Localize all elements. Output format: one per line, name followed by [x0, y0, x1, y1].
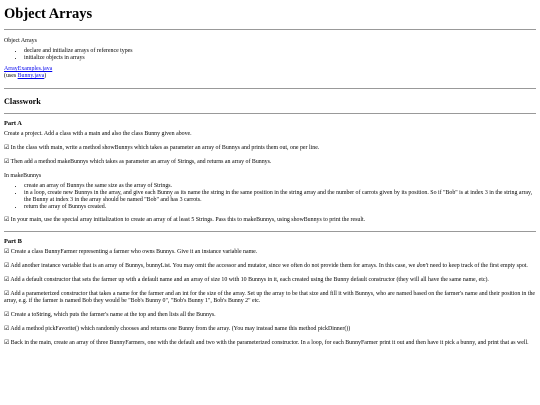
intro-bullet: • declare and initialize arrays of reference types — [24, 48, 536, 55]
part-b-task — [4, 277, 536, 284]
bunny-java-link[interactable]: Bunny.java — [17, 73, 45, 79]
divider — [4, 29, 536, 30]
make-bunnys-steps — [4, 183, 536, 211]
part-b-task — [4, 249, 536, 256]
checkbox-icon: ☑ — [4, 217, 10, 223]
array-examples-link[interactable]: ArrayExamples.java — [4, 66, 53, 72]
task-text: Back in the main, create an array of three BunnyFarmers, one with the default and two with the parameterized constructor. In a loop, for each BunnyFarmer print it out and then have it pick a bunny, and print that as well. — [9, 340, 529, 346]
intro-heading: Object Arrays — [4, 38, 37, 44]
part-a-task — [4, 159, 536, 166]
intro-bullet-list — [4, 48, 536, 62]
divider — [4, 231, 536, 232]
emphasis-text: don't — [416, 263, 429, 269]
part-a-heading: Part A — [4, 120, 22, 127]
uses-prefix: (uses — [4, 73, 18, 79]
task-text: Add a method pickFavorite() which randomly chooses and returns one Bunny from the array. (You may instead name this method pickDinner()) — [9, 326, 351, 332]
checkbox-icon: ☑ — [4, 263, 10, 269]
task-text: In the class with main, write a method showBunnys which takes as parameter an array of Bunnys and prints them out, one per line. — [9, 145, 320, 151]
checkbox-icon: ☑ — [4, 312, 10, 318]
uses-suffix: ) — [44, 73, 47, 79]
checkbox-icon: ☑ — [4, 291, 10, 297]
step-item: • create an array of Bunnys the same size as the array of Strings. — [24, 183, 536, 190]
part-b-task — [4, 291, 536, 305]
step-item: • return the array of Bunnys created. — [24, 204, 536, 211]
part-a-paragraph: In makeBunnys — [4, 173, 42, 179]
divider — [4, 113, 536, 114]
classwork-heading: Classwork — [4, 97, 41, 106]
intro-section — [4, 38, 536, 80]
part-b-task — [4, 263, 536, 270]
checkbox-icon: ☑ — [4, 249, 10, 255]
page-title: Object Arrays — [4, 6, 93, 22]
part-a-task — [4, 217, 536, 224]
links-block — [4, 66, 536, 80]
checkbox-icon: ☑ — [4, 159, 10, 165]
checkbox-icon: ☑ — [4, 340, 10, 346]
intro-bullet: • initialize objects in arrays — [24, 55, 536, 62]
task-text: Then add a method makeBunnys which takes as parameter an array of Strings, and returns an array of Bunnys. — [9, 159, 272, 165]
part-b-task — [4, 340, 536, 347]
part-b-task — [4, 312, 536, 319]
task-text: need to keep track of the first empty spot. — [428, 263, 528, 269]
part-b-heading: Part B — [4, 238, 22, 245]
checkbox-icon: ☑ — [4, 326, 10, 332]
checkbox-icon: ☑ — [4, 277, 10, 283]
divider — [4, 88, 536, 89]
task-text: Create a toString, which puts the farmer's name at the top and then lists all the Bunnys. — [9, 312, 216, 318]
step-item: • in a loop, create new Bunnys in the array, and give each Bunny as its name the string in the same position in the string array and the number of carrots given by its position. So if "Bob" is at index 3 in the string array, the Bunny at index 3 in the array should be named "Bob" and has 3 carrots. — [24, 190, 536, 204]
part-a-paragraph: Create a project. Add a class with a main and also the class Bunny given above. — [4, 131, 192, 137]
part-b-task — [4, 326, 536, 333]
task-text: Add a parameterized constructor that takes a name for the farmer and an int for the size of the array. Set up the array to be that size and fill it with Bunnys, who are named based on the farmer's name and their position in the array, e.g. if the farmer is named Bob they would be "Bob's Bunny 0", "Bob's Bunny 1", Bob's Bunny 2" etc. — [4, 291, 536, 304]
task-text: Add a default constructor that sets the farmer up with a default name and an array of size 10 with 10 Bunnys in it, each created using the Bunny default constructor (they will all have the same name, etc). — [9, 277, 489, 283]
task-text: In your main, use the special array initialization to create an array of at least 5 Strings. Pass this to makeBunnys, using showBunnys to print the result. — [9, 217, 366, 223]
checkbox-icon: ☑ — [4, 145, 10, 151]
task-text: Add another instance variable that is an array of Bunnys, bunnyList. You may omit the accessor and mutator, since we often do not provide them for arrays. In this case, we — [9, 263, 417, 269]
part-a-task — [4, 145, 536, 152]
part-a-section — [4, 120, 536, 224]
task-text: Create a class BunnyFarmer representing a farmer who owns Bunnys. Give it an instance variable name. — [9, 249, 258, 255]
part-b-section — [4, 238, 536, 347]
